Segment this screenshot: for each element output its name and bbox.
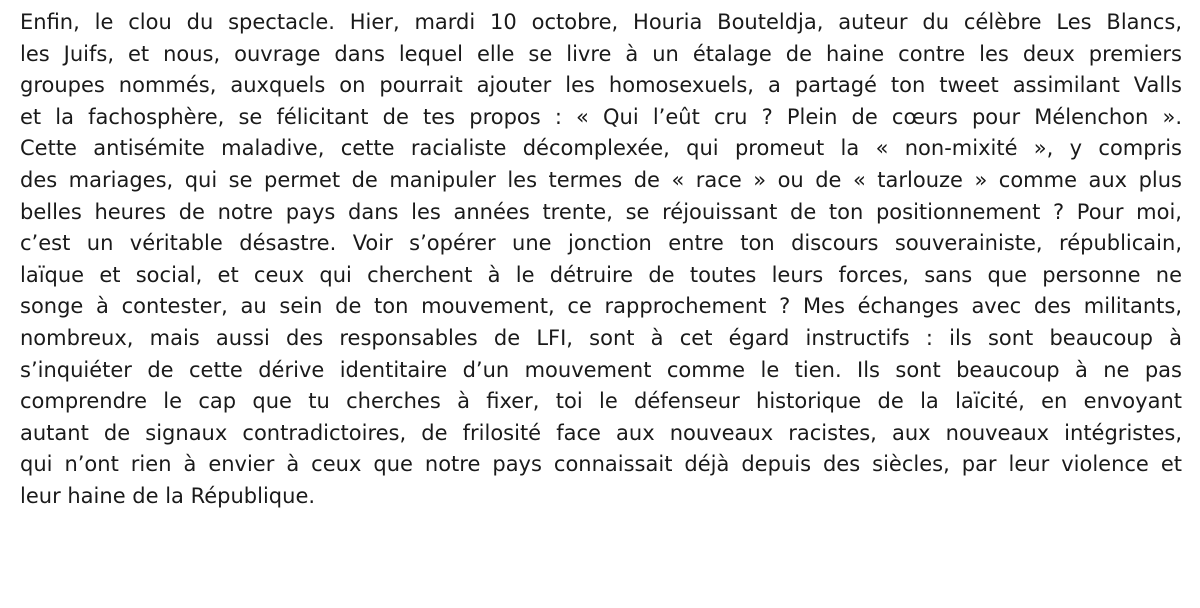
paragraph-line-2: les Juifs, et nous, ouvrage dans lequel elle se livre à un étalage de haine contre les deux premiers [20,41,1182,66]
paragraph-line-10: songe à contester, au sein de ton mouvement, ce rapprochement ? Mes échanges avec des militants, [20,294,1182,319]
paragraph-line-14: autant de signaux contradictoires, de frilosité face aux nouveaux racistes, aux nouveaux intégristes, [20,420,1182,445]
paragraph-line-4: et la fachosphère, se félicitant de tes propos : « Qui l’eût cru ? Plein de cœurs pour Mélenchon ». [20,104,1182,129]
paragraph-line-1: Enfin, le clou du spectacle. Hier, mardi 10 octobre, Houria Bouteldja, auteur du célèbre Les Blancs, [20,10,1182,34]
paragraph-line-6: des mariages, qui se permet de manipuler les termes de « race » ou de « tarlouze » comme aux plus [20,167,1182,192]
paragraph-line-15: qui n’ont rien à envier à ceux que notre pays connaissait déjà depuis des siècles, par leur violence et [20,452,1182,477]
paragraph-line-12: s’inquiéter de cette dérive identitaire d’un mouvement comme le tien. Ils sont beaucoup à ne pas [20,357,1182,382]
paragraph-line-9: laïque et social, et ceux qui cherchent à le détruire de toutes leurs forces, sans que personne ne [20,262,1182,287]
paragraph-line-5: Cette antisémite maladive, cette racialiste décomplexée, qui promeut la « non-mixité », y compris [20,136,1182,161]
paragraph-line-16: leur haine de la République. [20,483,316,508]
paragraph-line-8: c’est un véritable désastre. Voir s’opérer une jonction entre ton discours souverainiste, républicain, [20,231,1182,256]
paragraph-line-11: nombreux, mais aussi des responsables de LFI, sont à cet égard instructifs : ils sont beaucoup à [20,325,1182,350]
paragraph-line-7: belles heures de notre pays dans les années trente, se réjouissant de ton positionnement ? Pour moi, [20,199,1182,224]
paragraph-line-3: groupes nommés, auxquels on pourrait ajouter les homosexuels, a partagé ton tweet assimilant Valls [20,73,1182,98]
paragraph-line-13: comprendre le cap que tu cherches à fixer, toi le défenseur historique de la laïcité, en envoyant [20,389,1182,414]
letter-paragraph [20,7,1182,513]
